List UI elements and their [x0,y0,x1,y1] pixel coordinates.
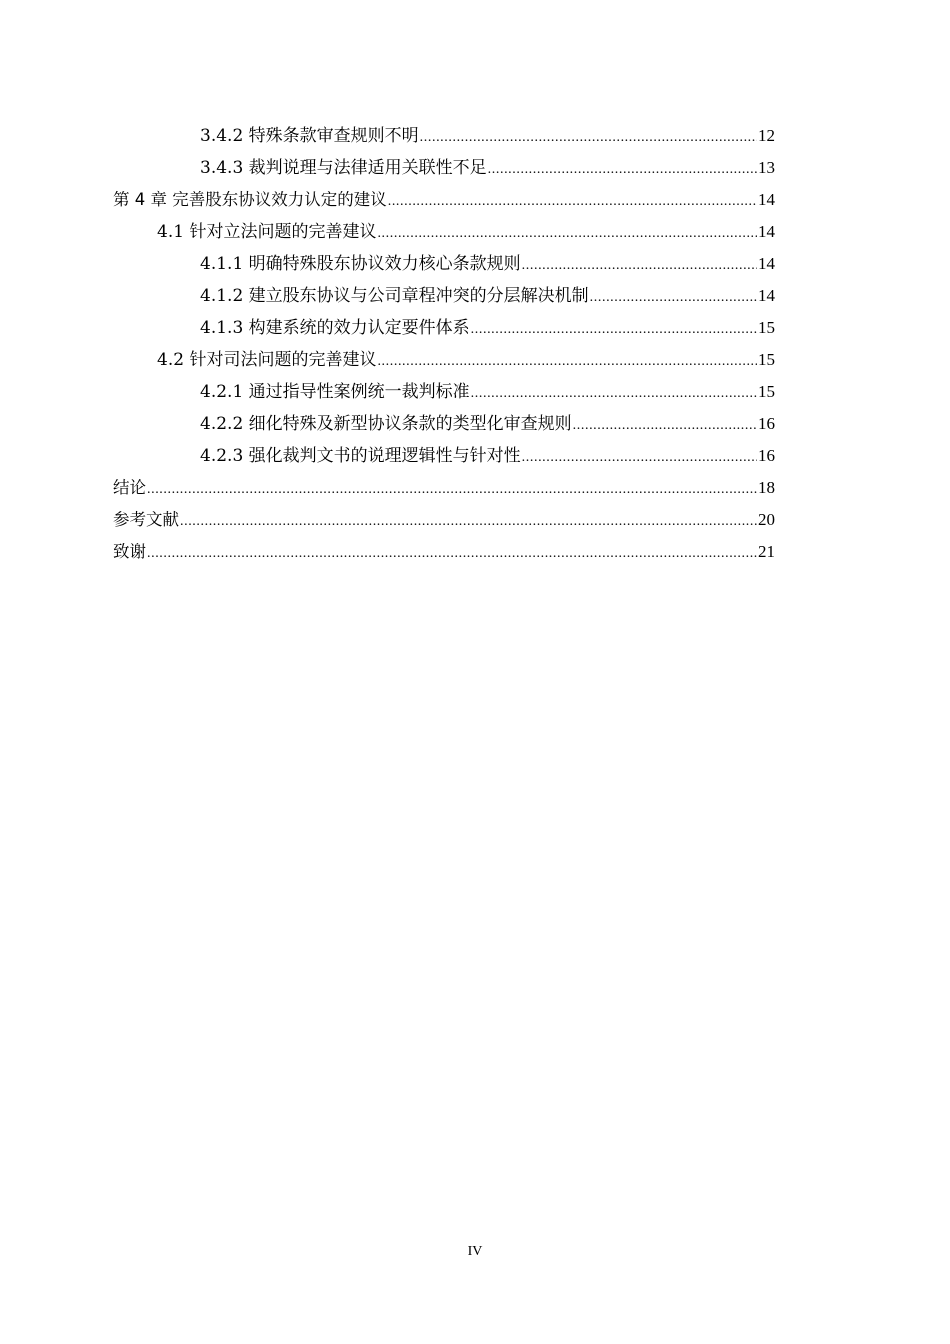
toc-leader-dots [388,186,757,218]
toc-leader-dots [522,442,757,474]
toc-entry-title: 参考文献 [113,510,179,529]
toc-leader-dots [471,378,757,410]
toc-entry-title: 4.1.1 明确特殊股东协议效力核心条款规则 [200,254,521,274]
toc-entry[interactable] [113,248,775,280]
toc-leader-dots [147,474,757,506]
toc-leader-dots [522,250,757,282]
toc-entry[interactable] [113,152,775,184]
toc-leader-dots [420,122,757,154]
toc-entry-title: 3.4.2 特殊条款审查规则不明 [200,126,419,146]
toc-leader-dots [147,538,757,570]
toc-entry-page: 15 [758,350,775,369]
toc-entry-page: 15 [758,382,775,401]
toc-entry-title: 4.2.3 强化裁判文书的说理逻辑性与针对性 [200,446,521,466]
toc-entry-title: 结论 [113,478,146,497]
toc-entry-title: 4.1 针对立法问题的完善建议 [157,222,377,242]
toc-entry-page: 16 [758,446,775,465]
toc-entry-page: 21 [758,542,775,561]
toc-entry[interactable] [113,440,775,472]
toc-entry-title: 致谢 [113,542,146,561]
toc-entry-title: 4.2.1 通过指导性案例统一裁判标准 [200,382,470,402]
toc-entry-page: 14 [758,222,775,241]
toc-entry[interactable] [113,280,775,312]
toc-entry-title: 4.1.3 构建系统的效力认定要件体系 [200,318,470,338]
toc-entry-page: 16 [758,414,775,433]
toc-entry-title: 4.1.2 建立股东协议与公司章程冲突的分层解决机制 [200,286,589,306]
toc-entry[interactable] [113,312,775,344]
toc-entry-title: 4.2 针对司法问题的完善建议 [157,350,377,370]
toc-entry-section[interactable] [113,216,775,248]
toc-entry-page: 15 [758,318,775,337]
toc-entry-title: 3.4.3 裁判说理与法律适用关联性不足 [200,158,487,178]
toc-entry-chapter[interactable] [113,504,775,536]
toc-leader-dots [573,410,757,442]
toc-entry-page: 14 [758,286,775,305]
toc-entry-chapter[interactable] [113,472,775,504]
toc-entry[interactable] [113,376,775,408]
toc-entry-section[interactable] [113,344,775,376]
page-number: IV [467,1244,483,1259]
toc-leader-dots [471,314,757,346]
table-of-contents [113,120,775,568]
toc-entry-page: 14 [758,254,775,273]
toc-leader-dots [377,218,757,250]
toc-entry-page: 14 [758,190,775,209]
toc-entry-title: 第 4 章 完善股东协议效力认定的建议 [113,190,387,209]
toc-entry-title: 4.2.2 细化特殊及新型协议条款的类型化审查规则 [200,414,572,434]
toc-leader-dots [590,282,757,314]
toc-entry[interactable] [113,120,775,152]
toc-entry-page: 13 [758,158,775,177]
toc-entry-page: 18 [758,478,775,497]
toc-entry[interactable] [113,408,775,440]
toc-leader-dots [377,346,757,378]
toc-entry-chapter[interactable] [113,536,775,568]
toc-entry-page: 12 [758,126,775,145]
toc-leader-dots [488,154,757,186]
toc-leader-dots [180,506,757,538]
toc-entry-chapter[interactable] [113,184,775,216]
toc-entry-page: 20 [758,510,775,529]
